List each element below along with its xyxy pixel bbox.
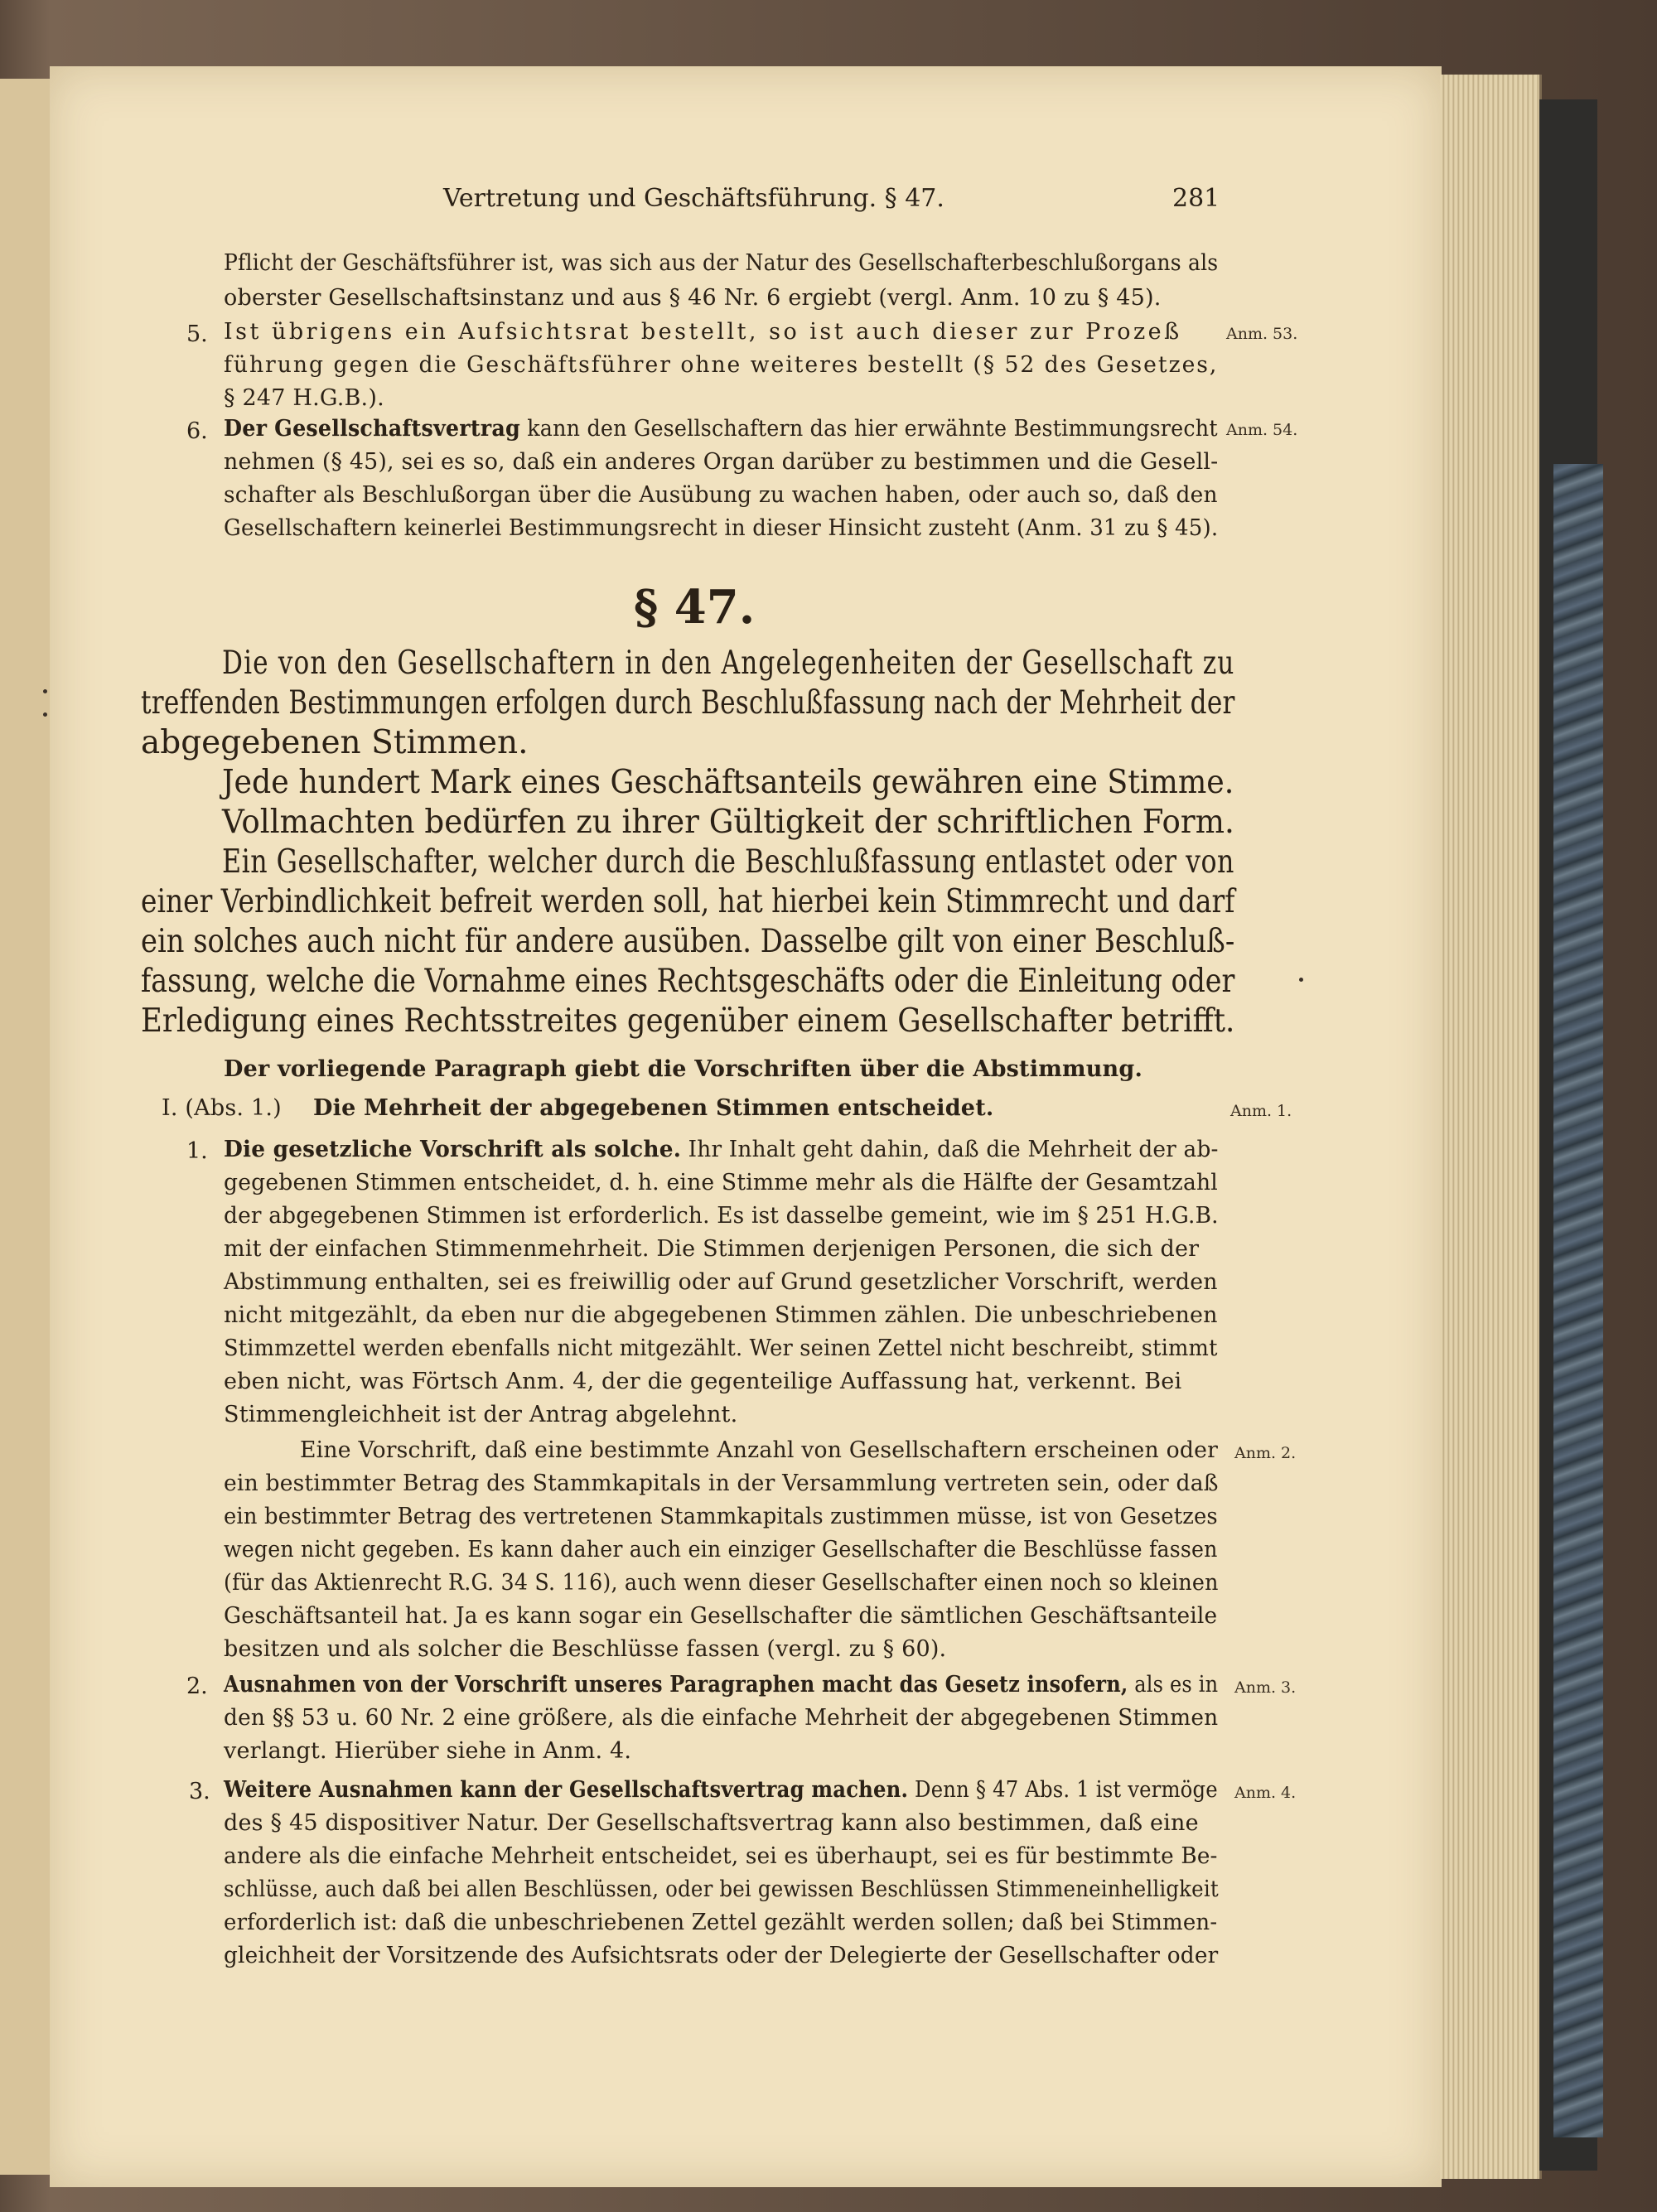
statute-line-5: Vollmachten bedürfen zu ihrer Gültigkeit der schriftlichen Form. [222, 804, 1234, 841]
section-heading: § 47. [634, 580, 756, 635]
statute-line-4: Jede hundert Mark eines Geschäftsanteils gewähren eine Stimme. [222, 764, 1234, 801]
para-1-heading: Die gesetzliche Vorschrift als solche. [224, 1137, 682, 1162]
statute-line-3: abgegebenen Stimmen. [141, 724, 529, 761]
speck-mark [1299, 978, 1303, 982]
para-4-line-1-rest: Denn § 47 Abs. 1 ist vermöge [908, 1777, 1218, 1803]
item-number-5: 5. [186, 321, 208, 347]
statute-line-6: Ein Gesellschafter, welcher durch die Beschlußfassung entlastet oder von [222, 843, 1234, 881]
para-1-line-3: der abgegebenen Stimmen ist erforderlich. Es ist dasselbe gemeint, wie im § 251 H.G.B. [224, 1203, 1219, 1229]
margin-anm-4: Anm. 4. [1234, 1784, 1297, 1802]
para-1-number: 1. [186, 1138, 208, 1164]
statute-line-1: Die von den Gesellschaftern in den Angelegenheiten der Gesellschaft zu [222, 645, 1235, 682]
margin-anm-53: Anm. 53. [1226, 325, 1298, 343]
margin-anm-1: Anm. 1. [1230, 1102, 1292, 1120]
para-2-line-2: ein bestimmter Betrag des Stammkapitals in der Versammlung vertreten sein, oder daß [224, 1471, 1219, 1496]
speck-mark [43, 712, 47, 717]
prev-line-2: oberster Gesellschaftsinstanz und aus § 46 Nr. 6 ergiebt (vergl. Anm. 10 zu § 45). [224, 285, 1162, 311]
page-number: 281 [1172, 184, 1220, 213]
statute-line-9: fassung, welche die Vornahme eines Rechtsgeschäfts oder die Einleitung oder [141, 963, 1235, 1000]
prev-line-8: schafter als Beschlußorgan über die Ausübung zu wachen haben, oder auch so, daß den [224, 482, 1218, 508]
para-3-number: 2. [186, 1673, 208, 1699]
para-2-line-5: (für das Aktienrecht R.G. 34 S. 116), auch wenn dieser Gesellschafter einen noch so kleinen [224, 1570, 1219, 1596]
prev-line-7: nehmen (§ 45), sei es so, daß ein anderes Organ darüber zu bestimmen und die Gesell- [224, 449, 1219, 475]
para-2-line-4: wegen nicht gegeben. Es kann daher auch ein einziger Gesellschafter die Beschlüsse fassen [224, 1537, 1218, 1562]
prev-line-3: Ist übrigens ein Aufsichtsrat bestellt, so ist auch dieser zur Prozeß [224, 319, 1182, 345]
statute-line-10: Erledigung eines Rechtsstreites gegenüber einem Gesellschafter betrifft. [141, 1002, 1235, 1040]
para-1-line-8: eben nicht, was Förtsch Anm. 4, der die gegenteilige Auffassung hat, verkennt. Bei [224, 1369, 1182, 1394]
prev-line-1: Pflicht der Geschäftsführer ist, was sich aus der Natur des Gesellschafterbeschlußorgans als [224, 250, 1219, 276]
marbled-binding [1553, 464, 1603, 2137]
prev-line-6-bold: Der Gesellschaftsvertrag [224, 416, 520, 442]
para-3-heading: Ausnahmen von der Vorschrift unseres Paragraphen macht das Gesetz insofern, [224, 1672, 1128, 1698]
prev-line-5: § 247 H.G.B.). [224, 385, 384, 411]
para-4-line-3: andere als die einfache Mehrheit entscheidet, sei es überhaupt, sei es für bestimmte Be- [224, 1843, 1218, 1869]
prev-line-9: Gesellschaftern keinerlei Bestimmungsrecht in dieser Hinsicht zusteht (Anm. 31 zu § 45). [224, 515, 1219, 541]
para-2-line-7: besitzen und als solcher die Beschlüsse fassen (vergl. zu § 60). [224, 1636, 947, 1662]
statute-line-8: ein solches auch nicht für andere ausüben. Dasselbe gilt von einer Beschluß- [141, 923, 1235, 960]
margin-anm-54: Anm. 54. [1226, 421, 1298, 439]
speck-mark [43, 689, 47, 693]
para-1-line-9: Stimmengleichheit ist der Antrag abgelehnt. [224, 1402, 738, 1427]
para-4-line-1 [224, 1777, 1218, 1803]
para-1-line-1-rest: Ihr Inhalt geht dahin, daß die Mehrheit der ab- [681, 1137, 1219, 1162]
para-3-line-1-rest: als es in [1128, 1672, 1219, 1698]
para-4-line-4: schlüsse, auch daß bei allen Beschlüssen, oder bei gewissen Beschlüssen Stimmeneinhelligkeit [224, 1876, 1219, 1902]
para-4-line-5: erforderlich ist: daß die unbeschriebenen Zettel gezählt werden sollen; daß bei Stimmen- [224, 1910, 1218, 1935]
para-1-line-5: Abstimmung enthalten, sei es freiwillig oder auf Grund gesetzlicher Vorschrift, werden [224, 1269, 1218, 1295]
para-1-line-1 [224, 1137, 1219, 1162]
para-2-line-1: Eine Vorschrift, daß eine bestimmte Anzahl von Gesellschaftern erscheinen oder [300, 1437, 1219, 1463]
page-edges [1440, 75, 1542, 2179]
prev-line-4: führung gegen die Geschäftsführer ohne weiteres bestellt (§ 52 des Gesetzes, [224, 352, 1219, 378]
para-4-line-2: des § 45 dispositiver Natur. Der Gesellschaftsvertrag kann also bestimmen, daß eine [224, 1810, 1199, 1836]
para-4-number: 3. [189, 1779, 210, 1804]
para-3-line-2: den §§ 53 u. 60 Nr. 2 eine größere, als die einfache Mehrheit der abgegebenen Stimmen [224, 1705, 1219, 1731]
para-4-heading: Weitere Ausnahmen kann der Gesellschaftsvertrag machen. [224, 1777, 909, 1803]
statute-line-7: einer Verbindlichkeit befreit werden soll, hat hierbei kein Stimmrecht und darf [141, 883, 1235, 920]
book-page [50, 66, 1442, 2187]
para-1-line-4: mit der einfachen Stimmenmehrheit. Die Stimmen derjenigen Personen, die sich der [224, 1236, 1200, 1262]
margin-anm-2: Anm. 2. [1234, 1444, 1297, 1462]
prev-line-6-rest: kann den Gesellschaftern das hier erwähnte Bestimmungsrecht [519, 416, 1218, 442]
commentary-intro: Der vorliegende Paragraph giebt die Vorschriften über die Abstimmung. [224, 1056, 1143, 1082]
running-title: Vertretung und Geschäftsführung. § 47. [443, 184, 944, 213]
item-number-6: 6. [186, 418, 208, 444]
heading-I-text: Die Mehrheit der abgegebenen Stimmen entscheidet. [313, 1095, 994, 1121]
para-3-line-3: verlangt. Hierüber siehe in Anm. 4. [224, 1738, 632, 1764]
para-1-line-7: Stimmzettel werden ebenfalls nicht mitgezählt. Wer seinen Zettel nicht beschreibt, stimmt [224, 1335, 1218, 1361]
margin-anm-3: Anm. 3. [1234, 1678, 1297, 1697]
heading-I-number: I. (Abs. 1.) [162, 1095, 282, 1121]
para-2-line-3: ein bestimmter Betrag des vertretenen Stammkapitals zustimmen müsse, ist von Gesetzes [224, 1504, 1218, 1529]
statute-line-2: treffenden Bestimmungen erfolgen durch Beschlußfassung nach der Mehrheit der [141, 684, 1235, 722]
para-2-line-6: Geschäftsanteil hat. Ja es kann sogar ein Gesellschafter die sämtlichen Geschäftsanteile [224, 1603, 1218, 1629]
para-4-line-6: gleichheit der Vorsitzende des Aufsichtsrats oder der Delegierte der Gesellschafter oder [224, 1943, 1219, 1968]
para-1-line-6: nicht mitgezählt, da eben nur die abgegebenen Stimmen zählen. Die unbeschriebenen [224, 1302, 1218, 1328]
prev-line-6 [224, 416, 1218, 442]
para-1-line-2: gegebenen Stimmen entscheidet, d. h. eine Stimme mehr als die Hälfte der Gesamtzahl [224, 1170, 1218, 1195]
para-3-line-1 [224, 1672, 1218, 1698]
